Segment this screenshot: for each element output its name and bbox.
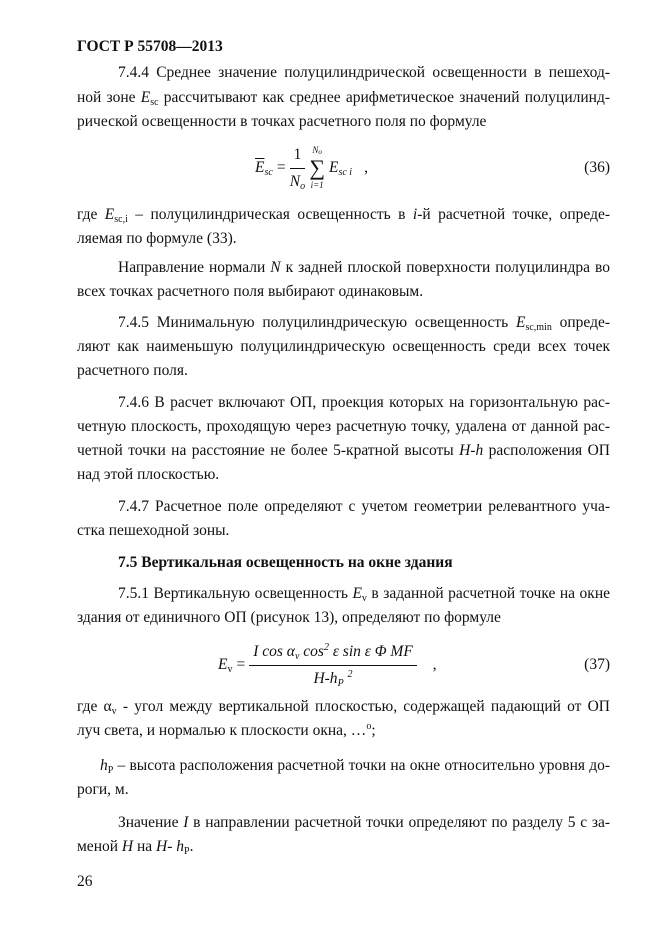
text-segment: $\overline{E}$: [140, 89, 151, 106]
paragraph-line: [77, 230, 610, 248]
formula-subscript: sc i: [338, 167, 353, 178]
fraction: [290, 146, 306, 191]
paragraph-line: [118, 498, 610, 516]
text-segment: sc: [150, 97, 159, 107]
paragraph-line: [77, 206, 610, 224]
paragraph-line: [118, 64, 610, 82]
formula-subscript: v: [227, 664, 233, 675]
fraction-denominator: H-h: [313, 669, 338, 687]
formula-symbol: $\overline{E}$: [255, 159, 265, 176]
formula-subscript: sc: [264, 167, 273, 178]
text-segment: рассчитывают как среднее арифметическое значений полуцилинд-: [158, 89, 610, 106]
paragraph-line: [77, 283, 610, 301]
paragraph-line: [118, 394, 610, 412]
text-segment: -й расчетной точке, опреде-: [417, 206, 610, 223]
equation-number-36: (36): [584, 159, 610, 176]
sum-lower-limit: i=1: [310, 180, 324, 190]
sum-upper-limit: N: [312, 145, 319, 155]
text-segment: опреде-: [551, 314, 610, 331]
formula-36: [255, 143, 368, 193]
paragraph-line: [77, 522, 610, 540]
text-segment: I: [183, 814, 189, 831]
paragraph-line: [77, 466, 610, 484]
equation-number-37: (37): [584, 656, 610, 673]
paragraph-line: [77, 838, 610, 856]
text-segment: четной точки на расстояние не более 5-кратной высоты: [77, 442, 460, 459]
text-segment: четную плоскость, проходящую через расчетную точку, удалена от данной рас-: [77, 418, 610, 435]
text-segment: где α: [77, 698, 112, 715]
text-segment: луч света, и нормалью к плоскости окна, …: [77, 722, 367, 739]
formula-superscript: 2: [323, 641, 329, 653]
formula-superscript: 2: [347, 668, 353, 680]
text-segment: 7.4.5 Минимальную полуцилиндрическую освещенность: [118, 314, 516, 331]
paragraph-line: [100, 757, 610, 775]
text-segment: – высота расположения расчетной точки на окне относительно уровня до-: [113, 757, 610, 774]
running-header: [77, 38, 610, 56]
text-segment: o: [366, 721, 372, 732]
text-segment: H: [121, 838, 134, 855]
text-segment: 7.4.7 Расчетное поле определяют с учетом геометрии релевантного уча-: [118, 498, 610, 515]
text-segment: sc,i: [114, 214, 128, 224]
fraction-numerator: 1: [290, 146, 306, 169]
text-segment: h: [100, 757, 108, 774]
text-segment: E: [515, 314, 526, 331]
page-number: [77, 873, 610, 891]
text-segment: на: [133, 838, 157, 855]
formula-subscript: v: [294, 650, 300, 662]
text-segment: H-h: [459, 442, 484, 459]
text-segment: ной зоне: [77, 89, 141, 106]
fraction: [249, 643, 417, 688]
paragraph-line: [118, 585, 610, 603]
paragraph-line: [77, 442, 610, 460]
formula-37: [218, 640, 437, 690]
text-segment: - угол между вертикальной плоскостью, содержащей падающий от ОП: [116, 698, 610, 715]
text-segment: Направление нормали: [118, 259, 271, 276]
text-segment: расчетного поля.: [77, 362, 188, 379]
text-segment: где: [77, 206, 105, 223]
text-segment: .: [189, 838, 194, 855]
text-segment: P: [107, 765, 114, 775]
formula-operator: =: [276, 159, 286, 176]
fraction-numerator-part: ε sin ε Φ MF: [328, 642, 413, 660]
paragraph-line: [77, 362, 610, 380]
text-segment: h: [176, 838, 185, 855]
formula-subscript: o: [318, 148, 322, 156]
text-segment: i: [412, 206, 418, 223]
paragraph-line: [77, 781, 610, 799]
text-segment: 7.5 Вертикальная освещенность на окне здания: [118, 554, 453, 571]
text-segment: ГОСТ Р 55708—2013: [77, 38, 223, 55]
paragraph-line: [77, 338, 610, 356]
text-segment: 7.4.6 В расчет включают ОП, проекция которых на горизонтальную рас-: [118, 394, 610, 411]
paragraph-line: [118, 814, 610, 832]
formula-symbol: E: [329, 159, 339, 176]
fraction-numerator-part: cos: [299, 642, 324, 660]
text-segment: в заданной расчетной точке на окне: [366, 585, 610, 602]
paragraph-line: [118, 314, 610, 332]
formula-symbol: E: [218, 656, 228, 673]
paragraph-line: [77, 609, 610, 627]
fraction-numerator: I cos α: [253, 642, 295, 660]
formula-subscript: o: [300, 180, 306, 192]
sum-symbol: ∑: [309, 155, 325, 180]
text-segment: H: [156, 838, 168, 855]
text-segment: 26: [77, 873, 93, 890]
text-segment: ;: [371, 722, 376, 739]
paragraph-line: [77, 113, 610, 131]
text-segment: расположения ОП: [483, 442, 610, 459]
paragraph-line: [77, 722, 610, 740]
text-segment: над этой плоскостью.: [77, 466, 220, 483]
text-segment: здания от единичного ОП (рисунок 13), определяют по формуле: [77, 609, 501, 626]
paragraph-line: [77, 418, 610, 436]
text-segment: P: [184, 846, 190, 857]
sum: [309, 145, 325, 191]
paragraph-line: [77, 89, 610, 107]
formula-comma: ,: [432, 656, 437, 673]
paragraph-line: [77, 698, 610, 716]
text-segment: к задней плоской поверхности полуцилиндра во: [280, 259, 610, 276]
paragraph-line: [118, 259, 610, 277]
text-segment: стка пешеходной зоны.: [77, 522, 230, 539]
text-segment: меной: [77, 838, 122, 855]
text-segment: sc,min: [525, 322, 552, 332]
text-segment: 7.4.4 Среднее значение полуцилиндрической освещенности в пешеход-: [118, 64, 610, 81]
fraction-denominator: N: [289, 172, 301, 190]
formula-subscript: P: [337, 677, 344, 689]
section-heading: [118, 554, 610, 572]
text-segment: ляют как наименьшую полуцилиндрическую освещенность среди всех точек: [77, 338, 610, 355]
text-segment: Значение: [118, 814, 184, 831]
text-segment: v: [111, 706, 117, 716]
text-segment: в направлении расчетной точки определяют по разделу 5 с за-: [188, 814, 610, 831]
text-segment: – полуцилиндрическая освещенность в: [127, 206, 413, 223]
text-segment: N: [270, 259, 281, 276]
text-segment: ляемая по формуле (33).: [77, 230, 237, 247]
text-segment: v: [361, 593, 367, 603]
text-segment: -: [167, 838, 177, 855]
text-segment: всех точках расчетного поля выбирают одинаковым.: [77, 283, 424, 300]
text-segment: E: [104, 206, 115, 223]
formula-comma: ,: [364, 159, 368, 176]
text-segment: 7.5.1 Вертикальную освещенность: [118, 585, 353, 602]
text-segment: роги, м.: [77, 781, 129, 798]
text-segment: рической освещенности в точках расчетного поля по формуле: [77, 113, 487, 130]
text-segment: E: [352, 585, 362, 602]
formula-operator: =: [236, 656, 246, 673]
